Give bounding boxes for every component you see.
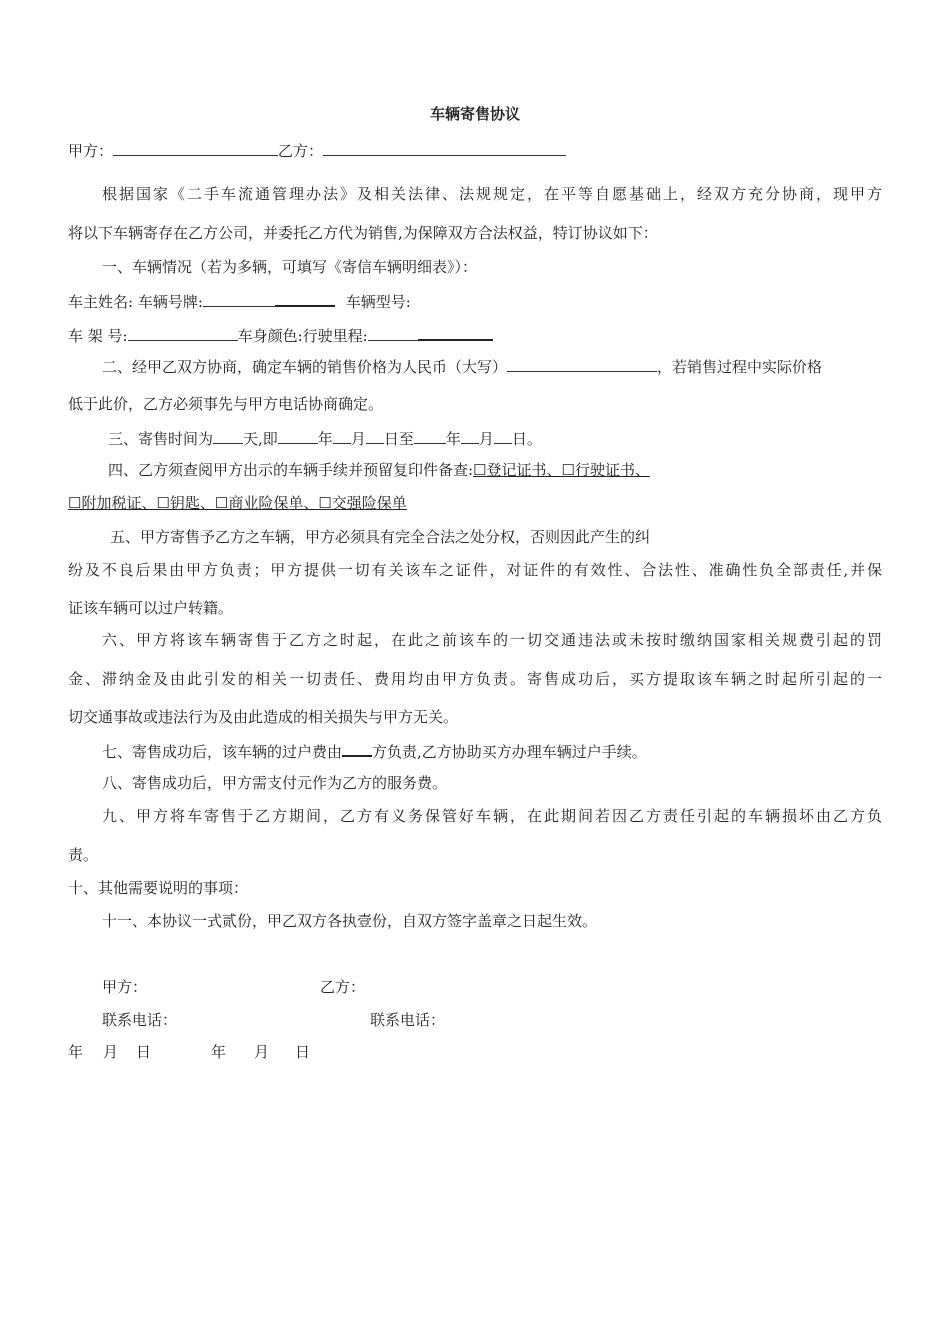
phone-party-a[interactable]: 联系电话： — [102, 1011, 178, 1029]
price-blank[interactable] — [507, 356, 657, 372]
clause6-line-1: 六、甲方将该车辆寄售于乙方之时起，在此之前该车的一切交通违法或未按时缴纳国家相关规费引起的罚 — [102, 631, 882, 649]
parties-line — [68, 140, 566, 161]
end-day-blank[interactable] — [494, 428, 512, 444]
start-month-blank[interactable] — [333, 428, 351, 444]
clause7-line — [102, 740, 647, 762]
clause3-line — [108, 428, 542, 449]
clause7-text-a: 七、寄售成功后，该车辆的过户费由 — [102, 743, 343, 761]
clause3-text-3: 年 — [317, 430, 333, 448]
frame-blank[interactable] — [128, 325, 238, 341]
clause7-text-b: 方负责,乙方协助买方办理车辆过户手续。 — [372, 743, 647, 761]
clause8-line: 八、寄售成功后，甲方需支付元作为乙方的服务费。 — [102, 774, 448, 792]
clause4-line-1 — [108, 460, 650, 480]
plate-blank[interactable] — [203, 291, 275, 307]
clause2-line-2: 低于此价，乙方必须事先与甲方电话协商确定。 — [68, 395, 384, 413]
end-month-blank[interactable] — [461, 428, 479, 444]
signature-party-b[interactable]: 乙方： — [320, 978, 366, 996]
signature-party-a[interactable]: 甲方： — [102, 978, 148, 996]
transfer-fee-party-blank[interactable] — [342, 740, 372, 757]
date-a-day: 日 — [136, 1043, 152, 1061]
start-year-blank[interactable] — [278, 428, 318, 444]
plate-label: 车辆号牌: — [137, 293, 203, 311]
date-b-month: 月 — [254, 1043, 270, 1061]
mileage-label: 行驶里程: — [302, 327, 368, 345]
party-b-label: 乙方： — [278, 142, 324, 160]
model-label: 车辆型号: — [345, 293, 411, 311]
intro-line-1: 根据国家《二手车流通管理办法》及相关法律、法规规定，在平等自愿基础上，经双方充分协商，现甲方 — [102, 185, 882, 203]
clause3-text-5: 日至 — [383, 430, 414, 448]
date-b-day: 日 — [295, 1043, 311, 1061]
clause3-text-1: 三、寄售时间为 — [108, 430, 214, 448]
clause3-text-4: 月 — [350, 430, 366, 448]
clause1-owner-row — [68, 290, 411, 312]
page-title: 车辆寄售协议 — [429, 105, 520, 123]
clause4-docs-2[interactable]: ☐附加税证、☐钥匙、☐商业险保单、☐交强险保单 — [68, 494, 407, 512]
clause4-lead: 四、乙方须查阅甲方出示的车辆手续并预留复印件备查: — [108, 461, 474, 479]
phone-party-b[interactable]: 联系电话： — [370, 1011, 446, 1029]
owner-label: 车主姓名: — [68, 293, 134, 311]
clause5-line-3: 证该车辆可以过户转籍。 — [68, 599, 234, 617]
clause6-line-3: 切交通事故或违法行为及由此造成的相关损失与甲方无关。 — [68, 708, 459, 726]
clause2-text-b: ，若销售过程中实际价格 — [657, 358, 823, 376]
date-b-year: 年 — [211, 1043, 227, 1061]
mileage-blank-2[interactable] — [418, 324, 493, 341]
clause9-line-2: 责。 — [68, 846, 99, 864]
frame-label: 车 架 号: — [68, 327, 128, 345]
clause3-text-2: 天,即 — [243, 430, 278, 448]
clause3-text-7: 月 — [478, 430, 494, 448]
intro-line-2: 将以下车辆寄存在乙方公司，并委托乙方代为销售,为保障双方合法权益，特订协议如下： — [68, 224, 658, 242]
clause1-frame-row — [68, 324, 493, 346]
party-a-label: 甲方： — [68, 142, 114, 160]
clause5-line-1: 五、甲方寄售予乙方之车辆，甲方必须具有完全合法之处分权，否则因此产生的纠 — [110, 528, 651, 546]
plate-blank-2[interactable] — [275, 290, 335, 307]
clause5-line-2: 纷及不良后果由甲方负责；甲方提供一切有关该车之证件，对证件的有效性、合法性、准确性负全部责任,并保 — [68, 561, 882, 579]
clause3-text-8: 日。 — [511, 430, 542, 448]
date-a-year: 年 — [68, 1043, 84, 1061]
clause11-line: 十一、本协议一式贰份，甲乙双方各执壹份，自双方签字盖章之日起生效。 — [102, 912, 598, 930]
days-blank[interactable] — [213, 428, 243, 444]
clause1-heading: 一、车辆情况（若为多辆，可填写《寄信车辆明细表》）： — [102, 258, 478, 276]
color-label: 车身颜色: — [237, 327, 303, 345]
date-a-month: 月 — [103, 1043, 119, 1061]
clause3-text-6: 年 — [445, 430, 461, 448]
party-a-blank[interactable] — [113, 140, 278, 156]
clause10-line: 十、其他需要说明的事项： — [68, 879, 249, 897]
clause9-line-1: 九、甲方将车寄售于乙方期间，乙方有义务保管好车辆，在此期间若因乙方责任引起的车辆损坏由乙方负 — [102, 807, 882, 825]
mileage-blank[interactable] — [368, 325, 418, 341]
clause2-line-1 — [102, 356, 822, 377]
party-b-blank[interactable] — [323, 140, 566, 156]
clause4-docs-1[interactable]: ☐登记证书、☐行驶证书、 — [473, 461, 650, 479]
start-day-blank[interactable] — [366, 428, 384, 444]
clause6-line-2: 金、滞纳金及由此引发的相关一切责任、费用均由甲方负责。寄售成功后，买方提取该车辆之时起所引起的一 — [68, 670, 882, 688]
clause2-text-a: 二、经甲乙双方协商，确定车辆的销售价格为人民币（大写） — [102, 358, 508, 376]
end-year-blank[interactable] — [414, 428, 446, 444]
